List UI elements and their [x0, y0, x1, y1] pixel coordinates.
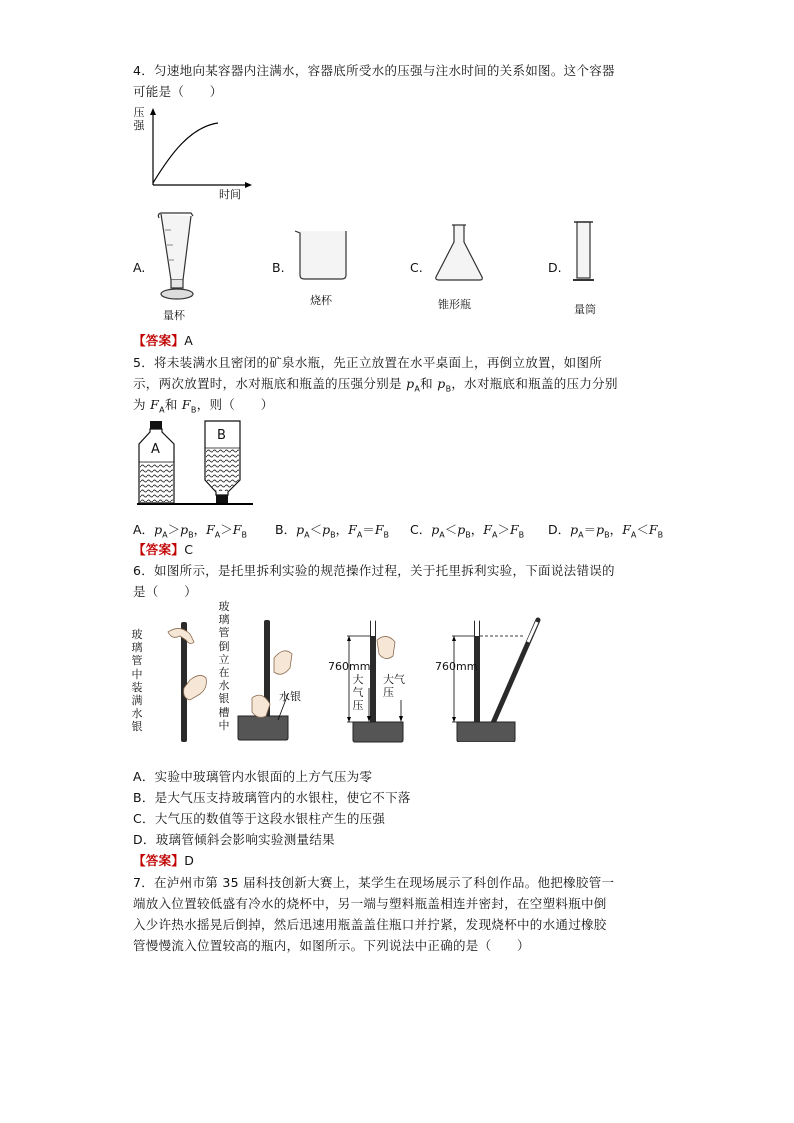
q5-option-b: B．$p_A<p_B$，$F_A=F_B$	[275, 522, 389, 540]
q6-option-a: A．实验中玻璃管内水银面的上方气压为零	[133, 769, 373, 784]
step4-tilted-tube	[430, 612, 545, 742]
conical-flask-icon	[432, 222, 487, 284]
atm-left-label: 大气压	[352, 673, 364, 713]
q7-stem-line1: 7．在泸州市第 35 届科技创新大赛上，某学生在现场展示了科创作品。他把橡胶管一	[133, 875, 615, 890]
q7-stem-line2: 端放入位置较低盛有冷水的烧杯中，另一端与塑料瓶盖相连并密封，在空塑料瓶中倒	[133, 896, 607, 911]
q5-option-a: A．$p_A>p_B$，$F_A>F_B$	[133, 522, 247, 540]
q4-option-a-letter: A.	[133, 260, 146, 275]
q4-option-c-caption: 锥形瓶	[438, 298, 471, 311]
step2-inverted-tube	[232, 612, 294, 742]
mercury-label: 水银	[279, 690, 301, 703]
beaker-icon	[292, 225, 352, 283]
q6-stem-line2: 是（ ）	[133, 584, 198, 599]
measuring-cup-icon	[155, 210, 200, 302]
q5-option-c: C．$p_A<p_B$，$F_A>F_B$	[410, 522, 525, 540]
q4-option-d-letter: D.	[548, 260, 562, 275]
bottle-a-label: A	[151, 442, 160, 457]
step2-label: 玻璃管倒立在水银槽中	[218, 600, 230, 732]
q4-answer: 【答案】A	[133, 333, 194, 348]
graph-y-label: 压强	[133, 106, 145, 133]
pressure-curve	[153, 123, 218, 183]
step1-filled-tube	[160, 620, 210, 745]
q5-stem-line2: 示，两次放置时，水对瓶底和瓶盖的压强分别是 $p_A$和 $p_B$，水对瓶底和瓶盖的压力分别	[133, 376, 618, 394]
height-label-2: 760mm	[435, 660, 478, 673]
step1-label: 玻璃管中装满水银	[131, 628, 143, 734]
q7-stem-line4: 管慢慢流入位置较高的瓶内，如图所示。下列说法中正确的是（ ）	[133, 938, 530, 953]
graduated-cylinder-icon	[572, 218, 596, 286]
q6-option-b: B．是大气压支持玻璃管内的水银柱，使它不下落	[133, 790, 411, 805]
q4-option-b-caption: 烧杯	[310, 294, 332, 307]
q4-option-b-letter: B.	[272, 260, 285, 275]
hand-upper-icon	[274, 651, 292, 674]
q5-stem-line1: 5．将未装满水且密闭的矿泉水瓶，先正立放置在水平桌面上，再倒立放置，如图所	[133, 355, 603, 370]
q4-stem-line1: 4．匀速地向某容器内注满水，容器底所受水的压强与注水时间的关系如图。这个容器	[133, 63, 615, 78]
q5-answer: 【答案】C	[133, 542, 194, 557]
atm-right-label: 大气压	[383, 673, 405, 699]
q4-option-a-caption: 量杯	[163, 309, 185, 322]
q4-option-d-caption: 量筒	[574, 303, 596, 316]
bottle-b-label: B	[217, 428, 226, 443]
q4-option-c-letter: C.	[410, 260, 423, 275]
q6-answer: 【答案】D	[133, 853, 195, 868]
q7-stem-line3: 入少许热水摇晃后倒掉，然后迅速用瓶盖盖住瓶口并拧紧，发现烧杯中的水通过橡胶	[133, 917, 607, 932]
bottles-figure	[135, 418, 255, 510]
q6-option-d: D．玻璃管倾斜会影响实验测量结果	[133, 832, 335, 847]
q6-option-c: C．大气压的数值等于这段水银柱产生的压强	[133, 811, 386, 826]
q5-option-d: D．$p_A=p_B$，$F_A<F_B$	[548, 522, 664, 540]
hand-icon	[377, 636, 395, 658]
height-label-1: 760mm	[328, 660, 371, 673]
q4-stem-line2: 可能是（ ）	[133, 84, 223, 99]
q6-stem-line1: 6．如图所示，是托里拆利实验的规范操作过程，关于托里拆利实验，下面说法错误的	[133, 563, 615, 578]
hand-bottom-icon	[184, 675, 207, 700]
q5-stem-line3: 为 $F_A$和 $F_B$，则（ ）	[133, 397, 274, 415]
graph-x-label: 时间	[219, 188, 241, 201]
